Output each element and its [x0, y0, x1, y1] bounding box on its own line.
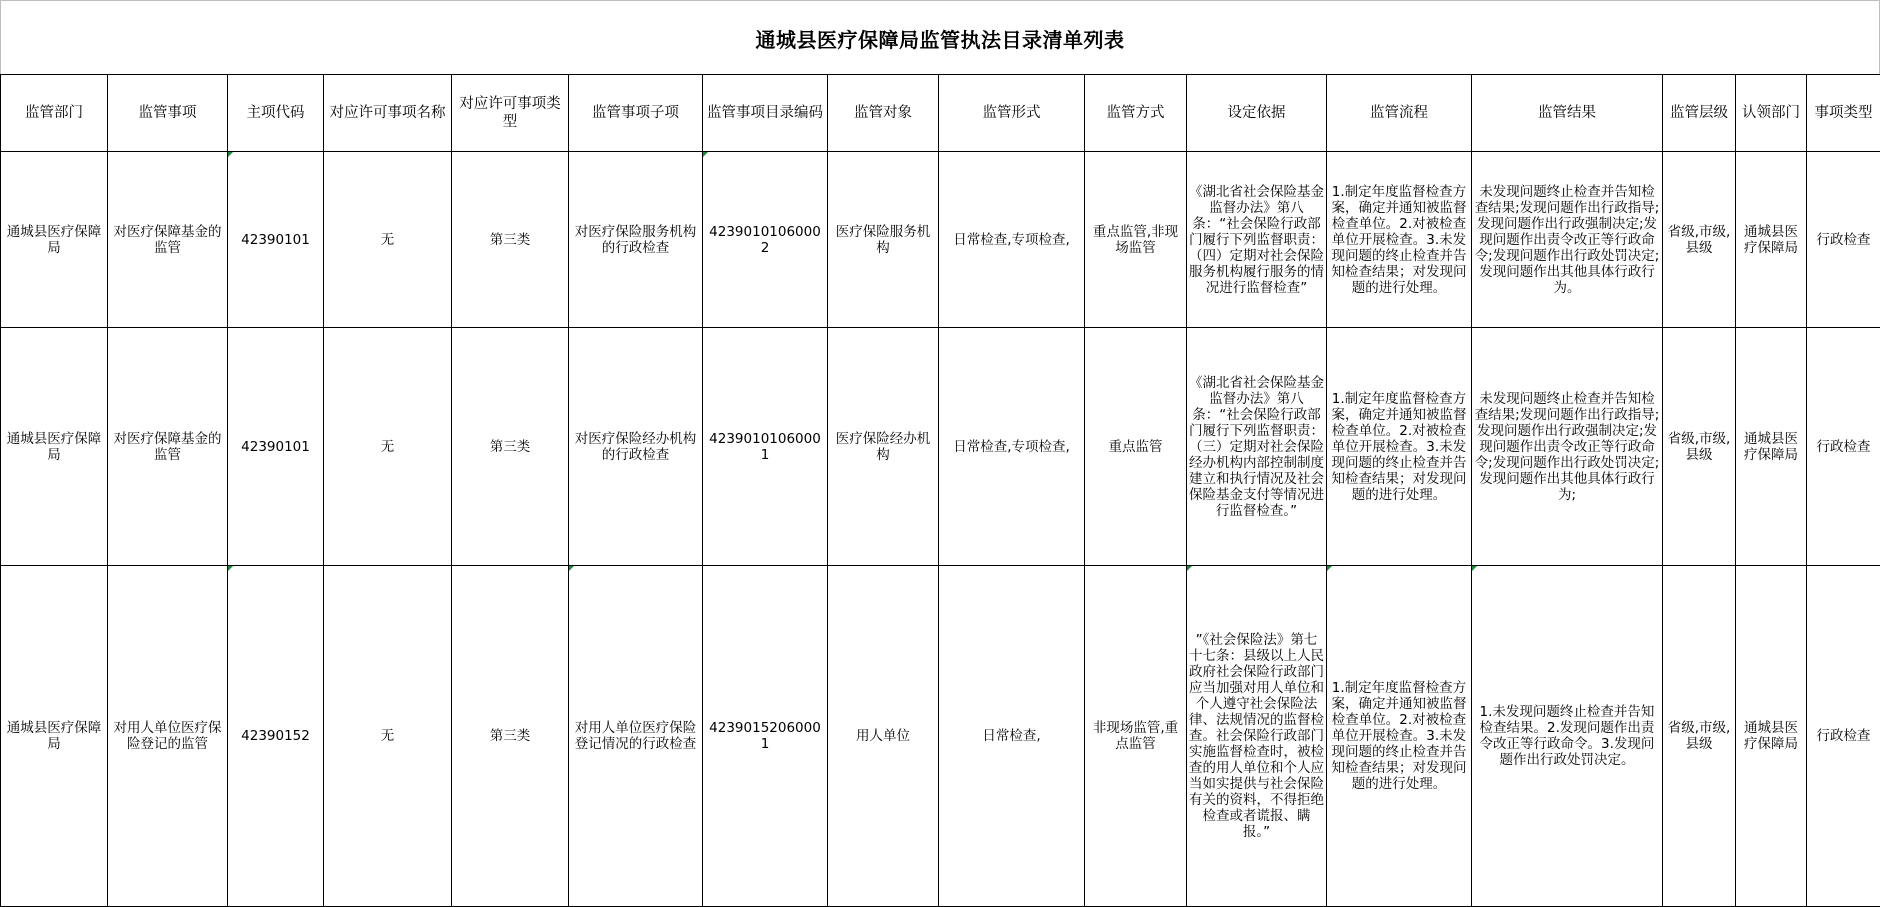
table-cell[interactable]: 1.制定年度监督检查方案，确定并通知被监督检查单位。2.对被检查单位开展检查。3.未发现问题的终止检查并告知检查结果；对发现问题的进行处理。 — [1327, 328, 1472, 566]
table-cell[interactable]: 日常检查,专项检查, — [939, 152, 1085, 328]
table-cell[interactable]: 行政检查 — [1807, 152, 1880, 328]
table-cell[interactable]: 无 — [324, 328, 452, 566]
table-cell[interactable]: 重点监管 — [1085, 328, 1187, 566]
title-cell[interactable] — [0, 0, 1880, 75]
table-cell[interactable]: 无 — [324, 152, 452, 328]
table-cell[interactable]: 无 — [324, 566, 452, 907]
page-title: 通城县医疗保障局监管执法目录清单列表 — [756, 24, 1125, 53]
table-cell[interactable]: 第三类 — [452, 152, 569, 328]
header-cell[interactable]: 监管事项目录编码 — [703, 75, 828, 152]
table-cell[interactable]: 通城县医疗保障局 — [1, 566, 108, 907]
table-cell[interactable]: 通城县医疗保障局 — [1736, 152, 1807, 328]
table-cell[interactable]: 1.制定年度监督检查方案，确定并通知被监督检查单位。2.对被检查单位开展检查。3.未发现问题的终止检查并告知检查结果；对发现问题的进行处理。 — [1327, 566, 1472, 907]
table-cell[interactable]: ”《社会保险法》第七十七条：县级以上人民政府社会保险行政部门应当加强对用人单位和个人遵守社会保险法律、法规情况的监督检查。社会保险行政部门实施监督检查时，被检查的用人单位和个人应当如实提供与社会保险有关的资料，不得拒绝检查或者谎报、瞒报。” — [1187, 566, 1327, 907]
table-cell[interactable]: 1.制定年度监督检查方案，确定并通知被监督检查单位。2.对被检查单位开展检查。3.未发现问题的终止检查并告知检查结果；对发现问题的进行处理。 — [1327, 152, 1472, 328]
table-cell[interactable]: 对用人单位医疗保险登记的监管 — [108, 566, 228, 907]
table-cell[interactable]: 省级,市级,县级 — [1663, 328, 1736, 566]
table-cell[interactable]: 未发现问题终止检查并告知检查结果;发现问题作出行政指导;发现问题作出行政强制决定;发现问题作出责令改正等行政命令;发现问题作出行政处罚决定;发现问题作出其他具体行政行为。 — [1472, 152, 1663, 328]
table-cell[interactable]: 医疗保险经办机构 — [828, 328, 939, 566]
table-cell[interactable]: 行政检查 — [1807, 566, 1880, 907]
table-cell[interactable]: 第三类 — [452, 328, 569, 566]
header-cell[interactable]: 监管方式 — [1085, 75, 1187, 152]
header-cell[interactable]: 设定依据 — [1187, 75, 1327, 152]
table-row — [1, 152, 1880, 328]
header-cell[interactable]: 事项类型 — [1807, 75, 1880, 152]
header-cell[interactable]: 主项代码 — [228, 75, 324, 152]
table-cell[interactable]: 行政检查 — [1807, 328, 1880, 566]
table-cell[interactable]: 42390101 — [228, 328, 324, 566]
header-cell[interactable]: 对应许可事项名称 — [324, 75, 452, 152]
header-cell[interactable]: 监管形式 — [939, 75, 1085, 152]
table-cell[interactable]: 42390101 — [228, 152, 324, 328]
table-cell[interactable]: 42390152 — [228, 566, 324, 907]
header-cell[interactable]: 监管结果 — [1472, 75, 1663, 152]
table-cell[interactable]: 《湖北省社会保险基金监督办法》第八条：“社会保险行政部门履行下列监督职责：（四）定期对社会保险服务机构履行服务的情况进行监督检查” — [1187, 152, 1327, 328]
table-cell[interactable]: 对医疗保险经办机构的行政检查 — [569, 328, 703, 566]
table-cell[interactable]: 省级,市级,县级 — [1663, 152, 1736, 328]
header-cell[interactable]: 监管部门 — [1, 75, 108, 152]
table-cell[interactable]: 通城县医疗保障局 — [1, 328, 108, 566]
table-cell[interactable]: 非现场监管,重点监管 — [1085, 566, 1187, 907]
table-cell[interactable]: 未发现问题终止检查并告知检查结果;发现问题作出行政指导;发现问题作出行政强制决定;发现问题作出责令改正等行政命令;发现问题作出行政处罚决定;发现问题作出其他具体行政行为; — [1472, 328, 1663, 566]
table-cell[interactable]: 42390101060001 — [703, 328, 828, 566]
table-row — [1, 566, 1880, 907]
table-cell[interactable]: 通城县医疗保障局 — [1, 152, 108, 328]
table-cell[interactable]: 《湖北省社会保险基金监督办法》第八条：“社会保险行政部门履行下列监督职责：（三）定期对社会保险经办机构内部控制制度建立和执行情况及社会保险基金支付等情况进行监督检查。” — [1187, 328, 1327, 566]
header-cell[interactable]: 监管流程 — [1327, 75, 1472, 152]
header-cell[interactable]: 对应许可事项类型 — [452, 75, 569, 152]
table-cell[interactable]: 重点监管,非现场监管 — [1085, 152, 1187, 328]
table-cell[interactable]: 对医疗保险服务机构的行政检查 — [569, 152, 703, 328]
table-cell[interactable]: 第三类 — [452, 566, 569, 907]
table-cell[interactable]: 日常检查, — [939, 566, 1085, 907]
header-cell[interactable]: 监管事项 — [108, 75, 228, 152]
table-cell[interactable]: 通城县医疗保障局 — [1736, 328, 1807, 566]
header-cell[interactable]: 监管事项子项 — [569, 75, 703, 152]
table-cell[interactable]: 42390152060001 — [703, 566, 828, 907]
table-cell[interactable]: 日常检查,专项检查, — [939, 328, 1085, 566]
table-row — [1, 328, 1880, 566]
supervision-table — [0, 74, 1880, 907]
table-cell[interactable]: 对用人单位医疗保险登记情况的行政检查 — [569, 566, 703, 907]
table-cell[interactable]: 医疗保险服务机构 — [828, 152, 939, 328]
table-cell[interactable]: 省级,市级,县级 — [1663, 566, 1736, 907]
table-cell[interactable]: 用人单位 — [828, 566, 939, 907]
header-cell[interactable]: 监管层级 — [1663, 75, 1736, 152]
table-cell[interactable]: 1.未发现问题终止检查并告知检查结果。2.发现问题作出责令改正等行政命令。3.发现问题作出行政处罚决定。 — [1472, 566, 1663, 907]
header-cell[interactable]: 监管对象 — [828, 75, 939, 152]
table-cell[interactable]: 42390101060002 — [703, 152, 828, 328]
header-row — [1, 75, 1880, 152]
table-cell[interactable]: 对医疗保障基金的监管 — [108, 152, 228, 328]
table-cell[interactable]: 通城县医疗保障局 — [1736, 566, 1807, 907]
table-cell[interactable]: 对医疗保障基金的监管 — [108, 328, 228, 566]
header-cell[interactable]: 认领部门 — [1736, 75, 1807, 152]
